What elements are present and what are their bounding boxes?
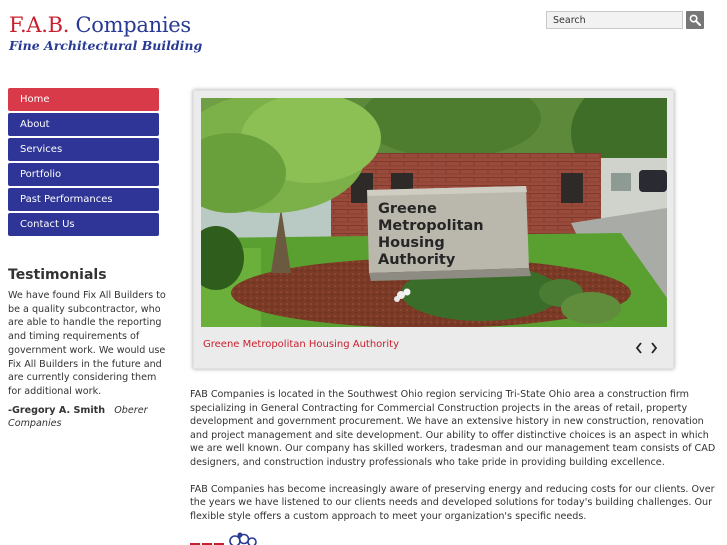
testimonial-quote: We have found Fix All Builders to be a quality subcontractor, who are able to handle the reporting and timing requirements of government work. We would use Fix All Builders in the future and are currently considering them for additional work. (8, 290, 166, 397)
image-slider (193, 90, 674, 369)
sign-line-2: Metropolitan (378, 218, 484, 234)
partner-logo (190, 531, 265, 545)
search-input[interactable] (546, 11, 683, 29)
slider-prev-button[interactable] (633, 340, 645, 356)
nav-item-services[interactable]: Services (8, 138, 159, 161)
logo-fab: F.A.B. (9, 13, 70, 37)
housing-authority-photo (201, 98, 667, 327)
logo-companies: Companies (75, 13, 191, 37)
logo-subtitle: Fine Architectural Building (9, 38, 203, 53)
search-icon (689, 14, 701, 26)
slide-photo (201, 98, 667, 327)
logo-title (9, 12, 209, 38)
nav-item-portfolio[interactable]: Portfolio (8, 163, 159, 186)
site-logo[interactable] (9, 12, 209, 53)
slider-next-button[interactable] (648, 340, 660, 356)
energy-paragraph: FAB Companies has become increasingly aware of preserving energy and reducing costs for our clients. Over the years we have listened to our clients needs and developed solutions for today's building challenges. Our flexible style offers a custom approach to meet your organization's specific needs. (190, 483, 715, 522)
main-content (190, 388, 718, 536)
intro-paragraph: FAB Companies is located in the Southwest Ohio region servicing Tri-State Ohio area a construction firm specializing in General Contracting for Commercial Construction projects in the areas of retail, property development and government procurement. We have an extensive history in new construction, renovation and project management and site development. Our ability to offer distinctive choices is an aspect in which we are well known. Our company has skilled workers, tradesman and our management team consists of CAD designers, and construction industry professionals who take pride in providing building excellence. (190, 389, 716, 468)
testimonial-author: -Gregory A. Smith (8, 404, 106, 416)
nav-item-about[interactable]: About (8, 113, 159, 136)
sign-line-4: Authority (378, 252, 456, 268)
main-nav (8, 88, 159, 238)
testimonials-title: Testimonials (8, 267, 107, 283)
testimonials-section (8, 266, 166, 431)
search-button[interactable] (686, 11, 704, 29)
partner-logo-graphic (190, 532, 265, 545)
chevron-right-icon (650, 342, 658, 354)
nav-item-contact-us[interactable]: Contact Us (8, 213, 159, 236)
chevron-left-icon (635, 342, 643, 354)
sign-line-3: Housing (378, 235, 445, 251)
testimonial-attribution (8, 404, 166, 431)
sign-line-1: Greene (378, 201, 437, 217)
nav-item-past-performances[interactable]: Past Performances (8, 188, 159, 211)
slide-caption: Greene Metropolitan Housing Authority (203, 339, 400, 350)
testimonial-company: Oberer Companies (8, 404, 148, 430)
nav-item-home[interactable]: Home (8, 88, 159, 111)
